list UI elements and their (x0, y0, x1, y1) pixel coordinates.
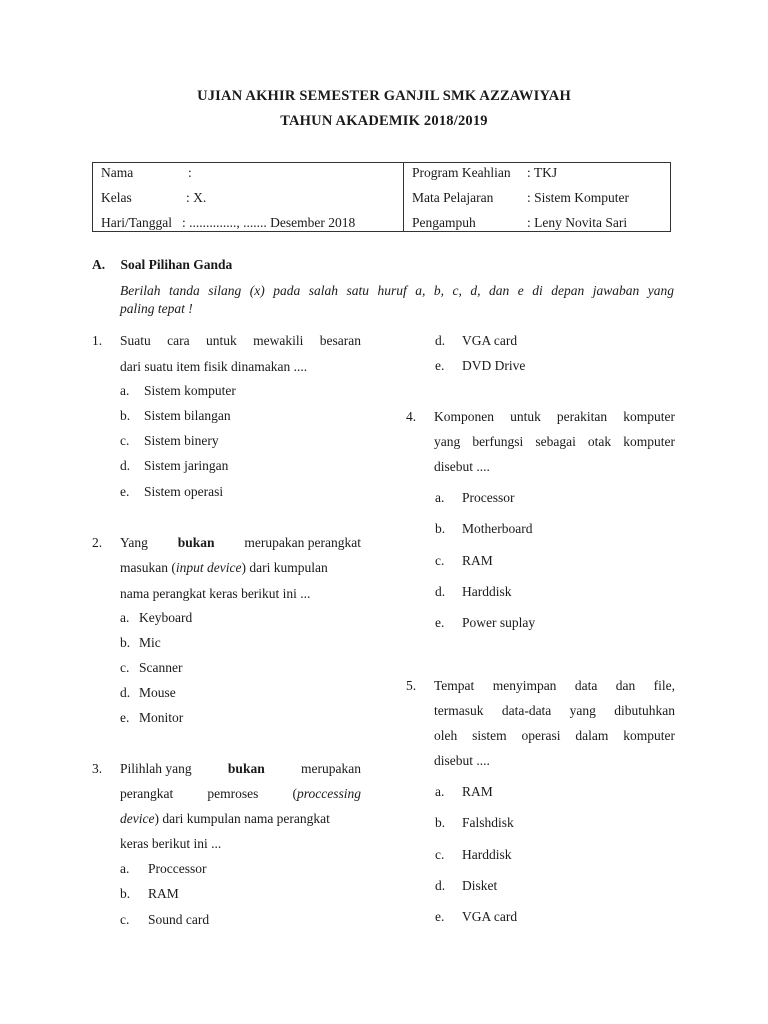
question-text-line: Suatu cara untuk mewakili besaran (120, 333, 361, 348)
question-text-line: dari suatu item fisik dinamakan .... (120, 359, 308, 374)
option-letter[interactable]: a. (435, 784, 445, 799)
option-text: Mic (139, 635, 161, 650)
option-text: RAM (462, 784, 493, 799)
option-letter[interactable]: d. (435, 878, 446, 893)
option-letter[interactable]: e. (120, 710, 130, 725)
question-text-line (120, 811, 330, 827)
question-number: 2. (92, 535, 103, 550)
option-text: Disket (462, 878, 498, 893)
info-table (92, 162, 671, 232)
option-letter[interactable]: c. (120, 660, 130, 675)
option-text: Sistem operasi (144, 484, 224, 499)
q-text: Yang (120, 535, 148, 550)
question-text-line: keras berikut ini ... (120, 836, 222, 851)
option-text: DVD Drive (462, 358, 526, 373)
option-letter[interactable]: c. (120, 912, 130, 927)
instruction-line-1: Berilah tanda silang (x) pada salah satu huruf a, b, c, d, dan e di depan jawaban yang (120, 283, 674, 298)
question-text-line (120, 535, 361, 551)
option-text: Sistem bilangan (144, 408, 231, 423)
option-letter[interactable]: b. (120, 408, 131, 423)
q-text: ) dari kumpulan (241, 560, 328, 575)
q-text: (proccessing (292, 786, 361, 801)
q-text: pemroses (207, 786, 259, 801)
hari-label: Hari/Tanggal (101, 215, 173, 230)
option-letter[interactable]: a. (435, 490, 445, 505)
question-number: 3. (92, 761, 103, 776)
option-text: RAM (148, 886, 179, 901)
question-text-line: Komponen untuk perakitan komputer (434, 409, 675, 424)
option-letter[interactable]: a. (120, 861, 130, 876)
q-term: proccessing (296, 786, 361, 801)
option-letter[interactable]: b. (435, 521, 446, 536)
option-text: Harddisk (462, 584, 512, 599)
question-number: 1. (92, 333, 103, 348)
option-text: VGA card (462, 333, 518, 348)
option-letter[interactable]: e. (435, 909, 445, 924)
option-letter[interactable]: b. (120, 635, 131, 650)
q-text: Pilihlah yang (120, 761, 192, 776)
course-info-cell (404, 163, 670, 231)
option-text: Proccessor (148, 861, 207, 876)
option-text: Harddisk (462, 847, 512, 862)
option-text: Sound card (148, 912, 210, 927)
q-term: input device (175, 560, 242, 575)
instruction-line-2: paling tepat ! (120, 301, 193, 316)
nama-label: Nama (101, 165, 134, 180)
question-text-line (120, 786, 361, 802)
option-text: Falshdisk (462, 815, 514, 830)
option-letter[interactable]: e. (435, 358, 445, 373)
nama-value: : (188, 165, 192, 180)
mapel-label: Mata Pelajaran (412, 190, 494, 205)
section-title: Soal Pilihan Ganda (120, 257, 233, 272)
kelas-label: Kelas (101, 190, 132, 205)
option-letter[interactable]: d. (435, 333, 446, 348)
question-text-line: nama perangkat keras berikut ini ... (120, 586, 311, 601)
option-text: Motherboard (462, 521, 533, 536)
option-text: RAM (462, 553, 493, 568)
question-text-line: oleh sistem operasi dalam komputer (434, 728, 675, 743)
option-text: Sistem binery (144, 433, 219, 448)
question-text-line: disebut .... (434, 459, 490, 474)
q-text: perangkat (120, 786, 174, 801)
option-letter[interactable]: a. (120, 610, 130, 625)
question-text-line: disebut .... (434, 753, 490, 768)
option-letter[interactable]: d. (435, 584, 446, 599)
option-letter[interactable]: e. (435, 615, 445, 630)
q-text: merupakan perangkat (244, 535, 361, 550)
student-info-cell (93, 163, 403, 231)
q-text: masukan ( (120, 560, 176, 575)
program-value: : TKJ (527, 165, 558, 180)
option-letter[interactable]: c. (435, 847, 445, 862)
section-heading (92, 257, 232, 273)
q-term: device (120, 811, 155, 826)
section-letter: A. (92, 257, 106, 272)
program-label: Program Keahlian (412, 165, 511, 180)
option-text: Power suplay (462, 615, 536, 630)
pengampu-value: : Leny Novita Sari (527, 215, 628, 230)
option-text: Sistem jaringan (144, 458, 229, 473)
option-letter[interactable]: c. (120, 433, 130, 448)
option-letter[interactable]: b. (435, 815, 446, 830)
question-text-line: Tempat menyimpan data dan file, (434, 678, 675, 693)
option-letter[interactable]: b. (120, 886, 131, 901)
question-text-line: termasuk data-data yang dibutuhkan (434, 703, 675, 718)
option-text: Mouse (139, 685, 176, 700)
hari-value: : .............., ....... Desember 2018 (182, 215, 356, 230)
option-text: Keyboard (139, 610, 193, 625)
question-number: 4. (406, 409, 417, 424)
option-letter[interactable]: d. (120, 685, 131, 700)
q-emphasis: bukan (177, 535, 215, 550)
q-text: merupakan (301, 761, 361, 776)
question-text-line (120, 560, 328, 576)
question-text-line (120, 761, 361, 777)
q-text: ) dari kumpulan nama perangkat (154, 811, 330, 826)
kelas-value: : X. (186, 190, 207, 205)
pengampu-label: Pengampuh (412, 215, 476, 230)
question-number: 5. (406, 678, 417, 693)
option-text: Processor (462, 490, 515, 505)
q-emphasis: bukan (227, 761, 265, 776)
option-text: VGA card (462, 909, 518, 924)
academic-year: TAHUN AKADEMIK 2018/2019 (280, 113, 488, 129)
exam-title: UJIAN AKHIR SEMESTER GANJIL SMK AZZAWIYAH (197, 88, 571, 104)
mapel-value: : Sistem Komputer (527, 190, 629, 205)
option-letter[interactable]: a. (120, 383, 130, 398)
option-letter[interactable]: e. (120, 484, 130, 499)
option-letter[interactable]: c. (435, 553, 445, 568)
option-letter[interactable]: d. (120, 458, 131, 473)
option-text: Scanner (139, 660, 183, 675)
option-text: Monitor (139, 710, 184, 725)
option-text: Sistem komputer (144, 383, 236, 398)
question-text-line: yang berfungsi sebagai otak komputer (434, 434, 675, 449)
